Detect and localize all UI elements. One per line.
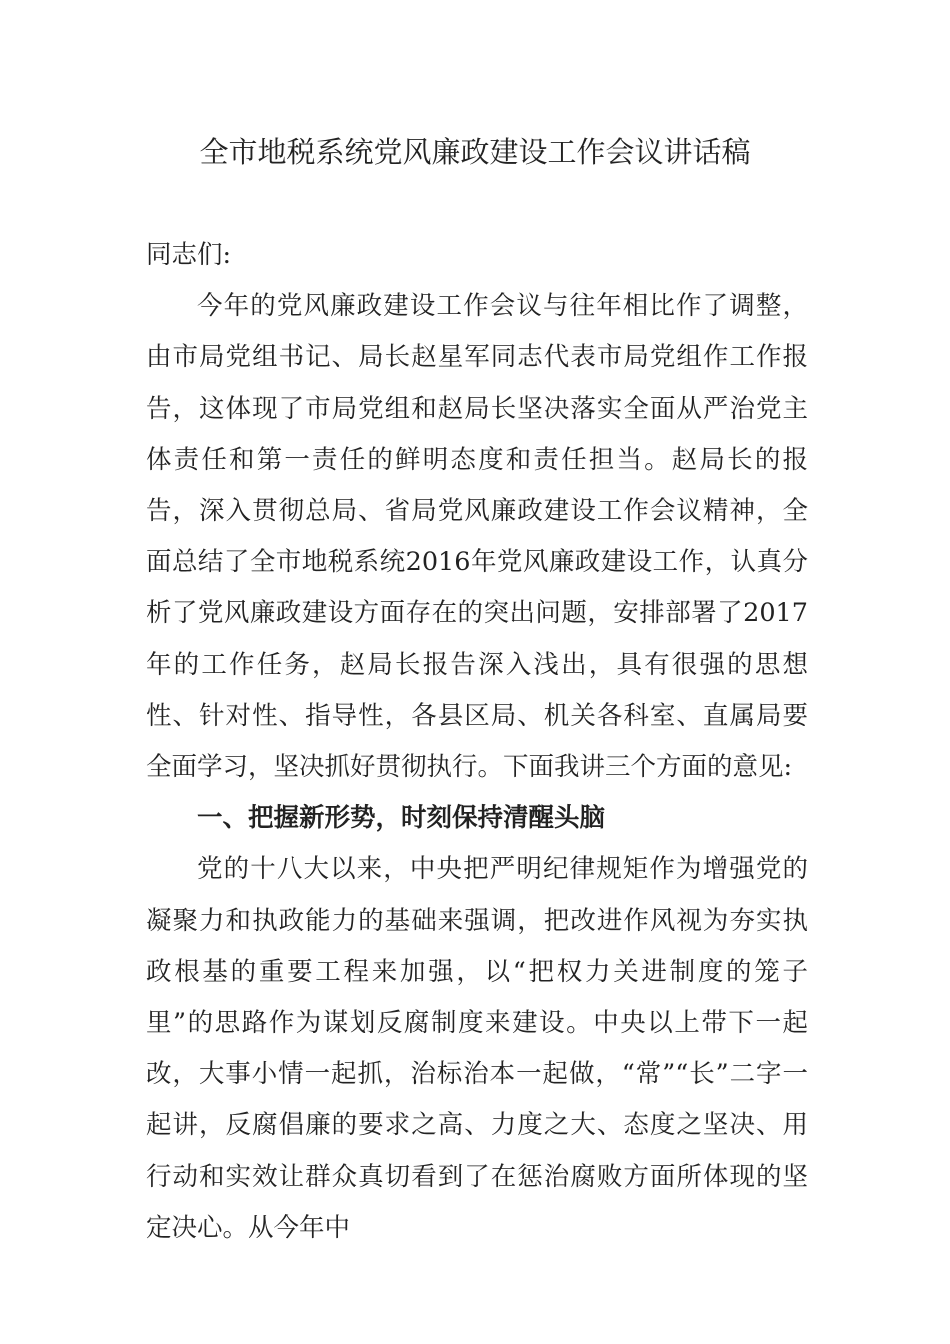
salutation: 同志们: [146,240,232,270]
paragraph-section-1: 党的十八大以来，中央把严明纪律规矩作为增强党的凝聚力和执政能力的基础来强调，把改进作风视为夯实执政根基的重要工程来加强，以“把权力关进制度的笼子里”的思路作为谋划反腐制度来建设。中央以上带下一起改，大事小情一起抓，治标治本一起做，“常”“长”二字一起讲，反腐倡廉的要求之高、力度之大、态度之坚决、用行动和实效让群众真切看到了在惩治腐败方面所体现的坚定决心。从今年中 [146,854,808,1243]
document-body [146,230,808,1254]
section-heading-1: 一、把握新形势，时刻保持清醒头脑 [197,803,606,834]
paragraph-intro: 今年的党风廉政建设工作会议与往年相比作了调整，由市局党组书记、局长赵星军同志代表市局党组作工作报告，这体现了市局党组和赵局长坚决落实全面从严治党主体责任和第一责任的鲜明态度和责任担当。赵局长的报告，深入贯彻总局、省局党风廉政建设工作会议精神，全面总结了全市地税系统2016年党风廉政建设工作，认真分析了党风廉政建设方面存在的突出问题，安排部署了2017年的工作任务，赵局长报告深入浅出，具有很强的思想性、针对性、指导性，各县区局、机关各科室、直属局要全面学习，坚决抓好贯彻执行。下面我讲三个方面的意见: [146,291,808,783]
document-title: 全市地税系统党风廉政建设工作会议讲话稿 [199,135,751,169]
